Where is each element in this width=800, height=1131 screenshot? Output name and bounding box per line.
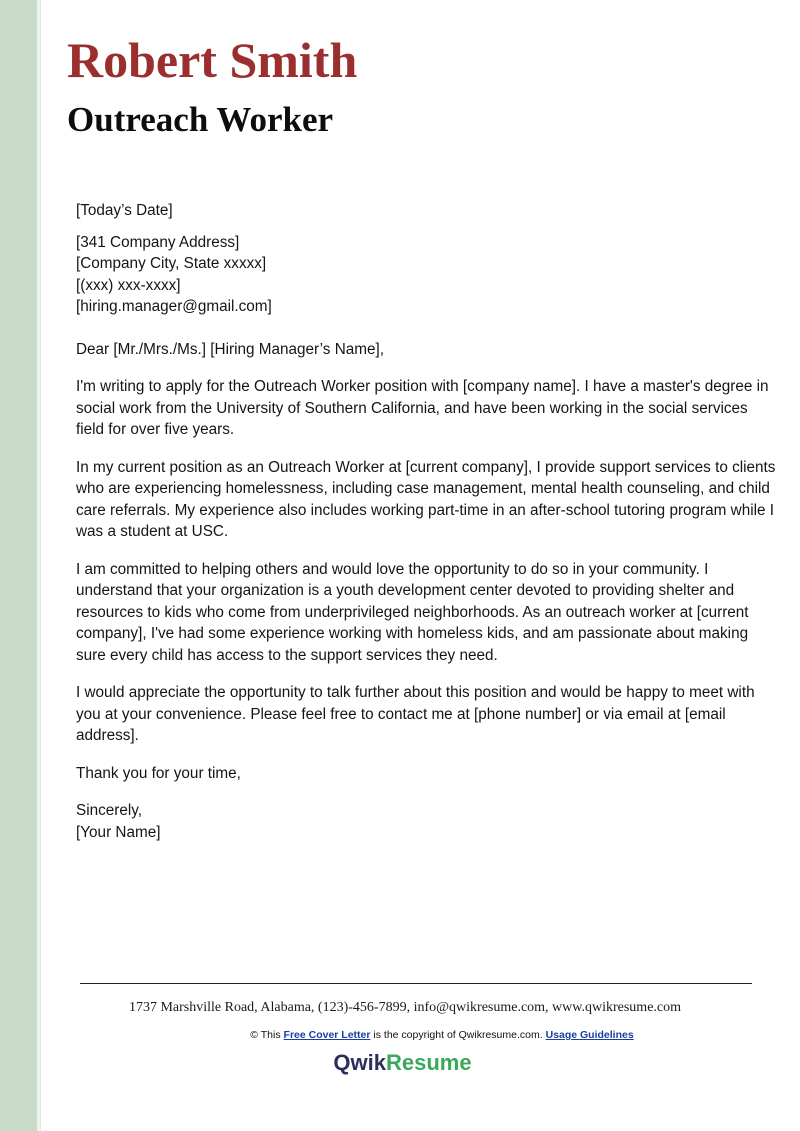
applicant-name: Robert Smith [67,32,358,88]
side-bar-edge-line [40,0,41,1131]
footer-divider [80,983,752,984]
paragraph-motivation: I am committed to helping others and would love the opportunity to do so in your community. I understand that your organization is a youth development center devoted to providing shelter and resources to kids who come from underprivileged neighborhoods. As an outreach worker at [current company], I've had some experience working with homeless kids, and am passionate about making sure every child has access to the support services they need. [76,560,749,664]
free-cover-letter-link[interactable]: Free Cover Letter [283,1029,371,1041]
logo-text-qwik: Qwik [333,1050,386,1075]
logo-text-resume: Resume [385,1050,472,1075]
job-title: Outreach Worker [67,100,334,139]
letter-body [76,200,776,843]
usage-guidelines-link[interactable]: Usage Guidelines [545,1029,634,1041]
signoff: Sincerely, [76,802,143,819]
paragraph-closing: I would appreciate the opportunity to talk further about this position and would be happy to meet with you at your convenience. Please feel free to contact me at [phone number] or via email at [email address]. [76,684,755,744]
copyright-middle: is the copyright of Qwikresume.com. [373,1029,543,1041]
paragraph-intro: I'm writing to apply for the Outreach Worker position with [company name]. I have a master's degree in social work from the University of Southern California, and have been working in the social services field for over five years. [76,378,769,438]
signature-name: [Your Name] [76,823,161,841]
footer-copyright [0,1027,800,1043]
address-line: [hiring.manager@gmail.com] [76,298,272,315]
copyright-prefix: © This [250,1029,281,1041]
address-line: [Company City, State xxxxx] [76,255,267,272]
footer-contact-info: 1737 Marshville Road, Alabama, (123)-456-7899, info@qwikresume.com, www.qwikresume.com [128,1000,682,1015]
thanks-line: Thank you for your time, [76,764,241,782]
decorative-side-bar [0,0,40,1131]
address-line: [(xxx) xxx-xxxx] [76,276,181,294]
salutation: Dear [Mr./Mrs./Ms.] [Hiring Manager’s Name], [76,340,384,358]
address-line: [341 Company Address] [76,233,240,251]
recipient-address [76,232,776,318]
qwikresume-logo[interactable] [0,1047,800,1079]
paragraph-experience: In my current position as an Outreach Worker at [current company], I provide support services to clients who are experiencing homelessness, including case management, mental health counseling, and child care referrals. My experience also includes working part-time in an after-school tutoring program while I was a student at USC. [76,458,776,540]
letter-date: [Today’s Date] [76,202,173,219]
